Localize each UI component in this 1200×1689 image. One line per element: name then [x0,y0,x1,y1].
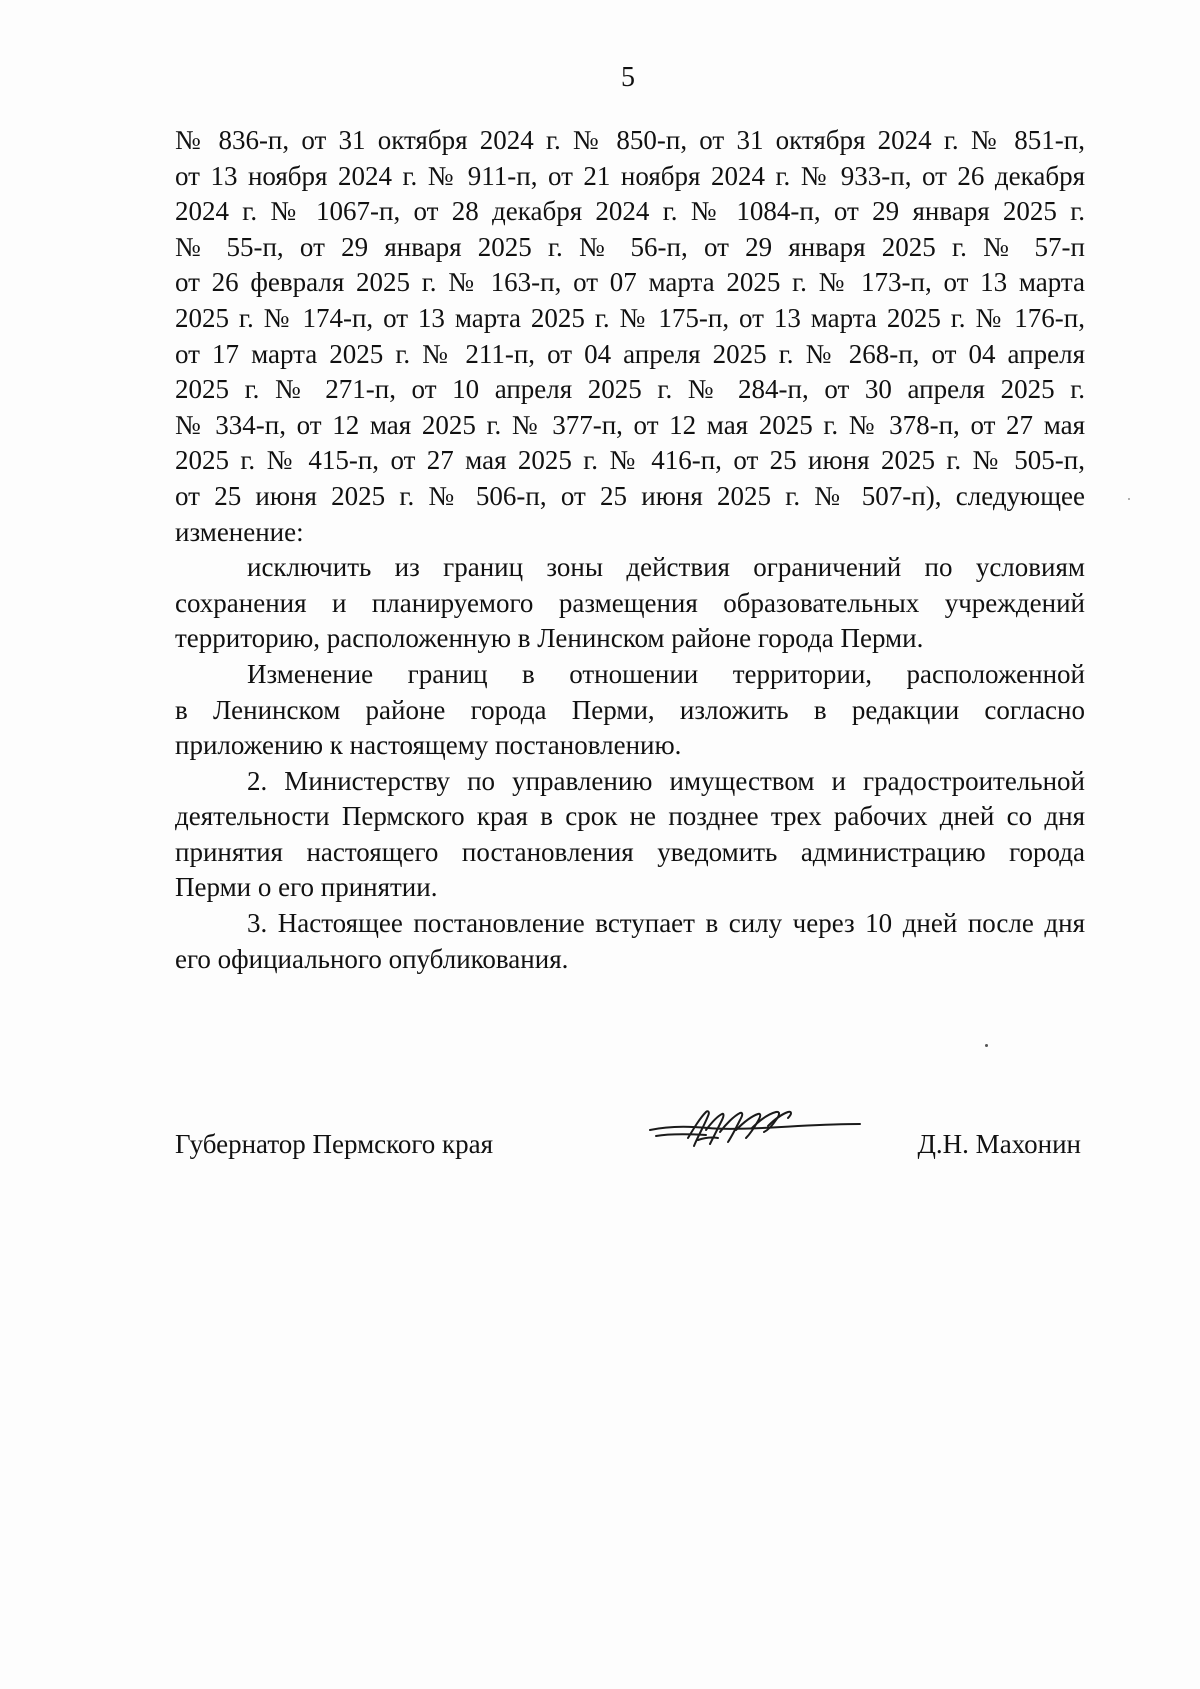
text-line: от 26 февраля 2025 г. № 163-п, от 07 марта 2025 г. № 173-п, от 13 марта [175,267,1085,298]
text-line: 2025 г. № 415-п, от 27 мая 2025 г. № 416-п, от 25 июня 2025 г. № 505-п, [175,445,1085,476]
text-line: приложению к настоящему постановлению. [175,730,682,761]
scan-speck [1128,498,1130,500]
text-line: принятия настоящего постановления уведомить администрацию города [175,836,1085,867]
text-line: № 836-п, от 31 октября 2024 г. № 850-п, от 31 октября 2024 г. № 851-п, [175,125,1085,155]
text-line: в Ленинском районе города Перми, изложить в редакции согласно [175,694,1085,725]
paragraph-resolutions-list [175,123,1085,550]
text-line: 2. Министерству по управлению имуществом и градостроительной [247,765,1085,796]
text-line: от 25 июня 2025 г. № 506-п, от 25 июня 2025 г. № 507-п), следующее [175,480,1085,511]
signature-block [175,1129,1081,1169]
paragraph-exclusion [175,550,1085,657]
page-number: 5 [621,62,635,93]
signer-name: Д.Н. Махонин [917,1129,1081,1159]
text-line: Изменение границ в отношении территории, расположенной [247,658,1085,689]
text-line: его официального опубликования. [175,943,569,974]
text-line: 2024 г. № 1067-п, от 28 декабря 2024 г. № 1084-п, от 29 января 2025 г. [175,196,1085,227]
text-line: № 55-п, от 29 января 2025 г. № 56-п, от 29 января 2025 г. № 57-п [175,231,1085,262]
text-line: от 13 ноября 2024 г. № 911-п, от 21 ноября 2024 г. № 933-п, от 26 декабря [175,160,1085,191]
text-line: № 334-п, от 12 мая 2025 г. № 377-п, от 12 мая 2025 г. № 378-п, от 27 мая [175,409,1085,440]
paragraph-item-3 [175,906,1085,977]
text-line: исключить из границ зоны действия ограничений по условиям [247,552,1085,583]
text-line: сохранения и планируемого размещения образовательных учреждений [175,587,1085,618]
text-line: Перми о его принятии. [175,872,438,903]
paragraph-boundary-change [175,657,1085,764]
scan-speck [985,1044,988,1047]
signer-title: Губернатор Пермского края [175,1129,494,1159]
text-line: изменение: [175,516,304,547]
document-body [175,123,1085,977]
text-line: 2025 г. № 271-п, от 10 апреля 2025 г. № 284-п, от 30 апреля 2025 г. [175,374,1085,405]
text-line: деятельности Пермского края в срок не позднее трех рабочих дней со дня [175,801,1085,832]
text-line: от 17 марта 2025 г. № 211-п, от 04 апреля 2025 г. № 268-п, от 04 апреля [175,338,1085,369]
text-line: территорию, расположенную в Ленинском районе города Перми. [175,623,924,654]
text-line: 3. Настоящее постановление вступает в силу через 10 дней после дня [247,908,1085,939]
text-line: 2025 г. № 174-п, от 13 марта 2025 г. № 175-п, от 13 марта 2025 г. № 176-п, [175,302,1085,333]
paragraph-item-2 [175,764,1085,906]
